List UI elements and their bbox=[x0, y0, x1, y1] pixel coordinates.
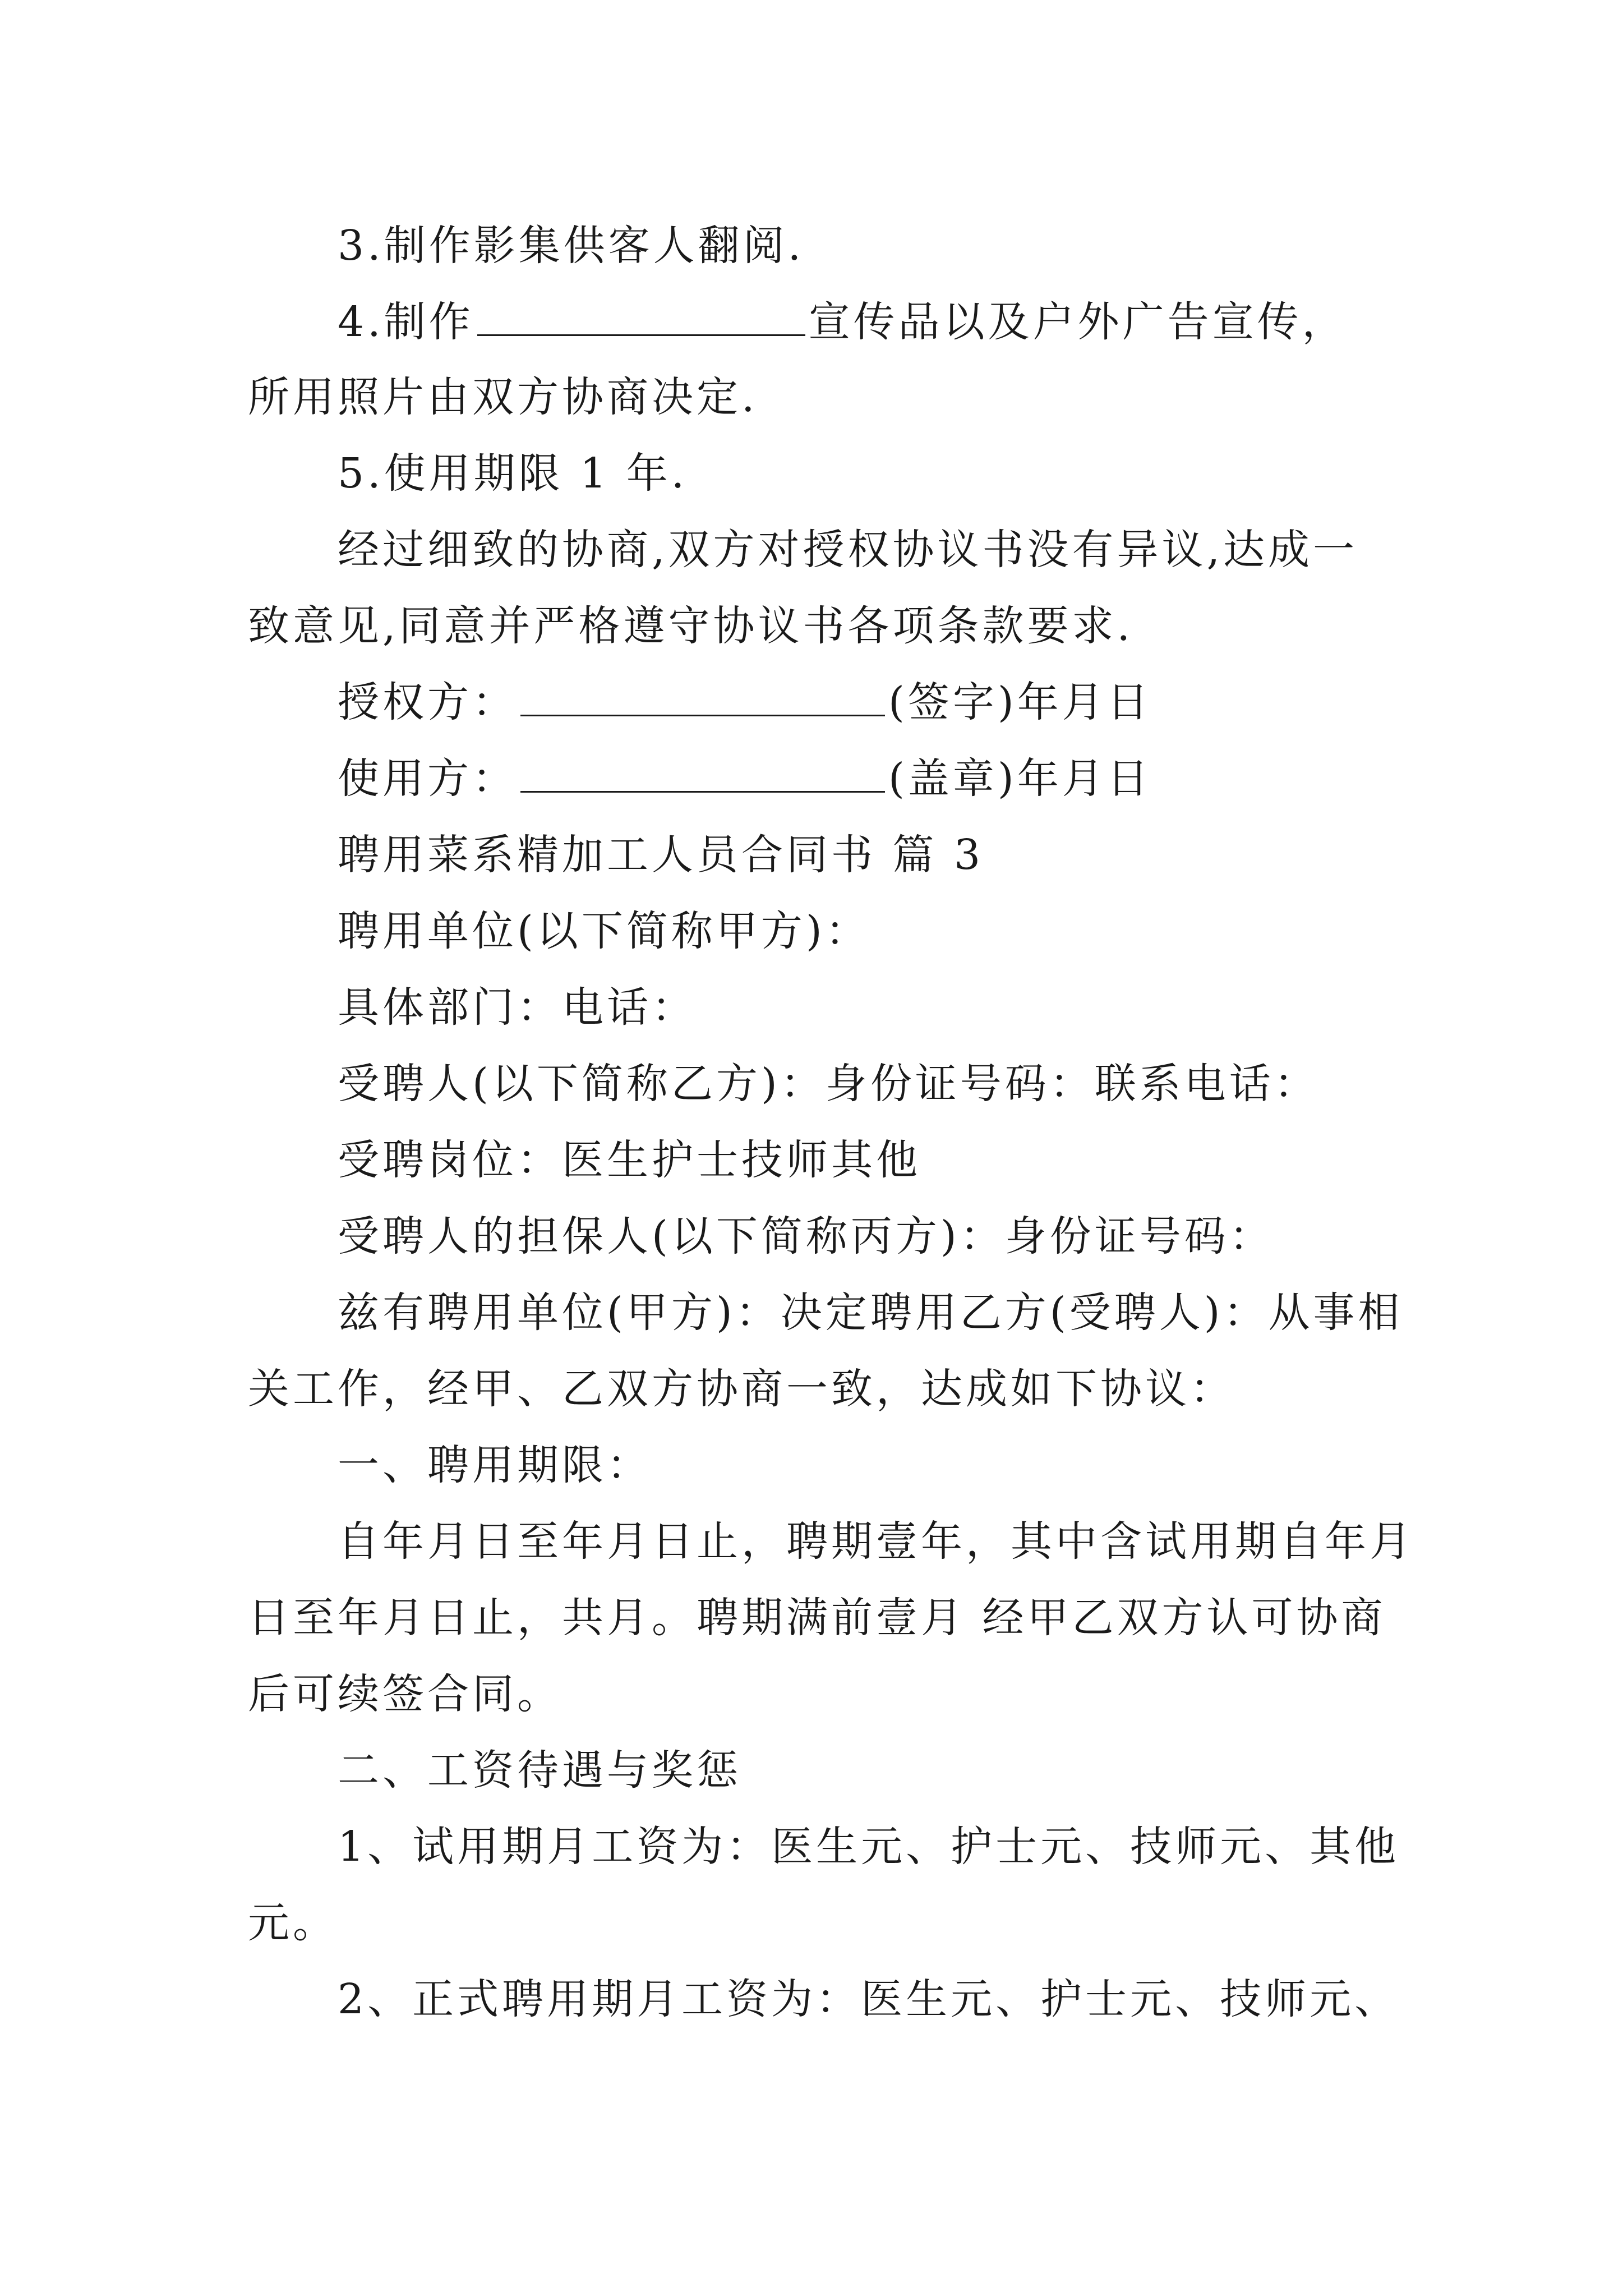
signature-line-user bbox=[338, 752, 1152, 806]
paragraph-line bbox=[248, 370, 758, 424]
line-text: 3.制作影集供客人翻阅. bbox=[338, 222, 805, 270]
paragraph-line bbox=[248, 599, 1133, 653]
line-text: 关工作，经甲、乙双方协商一致，达成如下协议： bbox=[248, 1365, 1235, 1413]
line-text: 一、聘用期限： bbox=[338, 1441, 652, 1489]
line-text: 致意见,同意并严格遵守协议书各项条款要求. bbox=[248, 602, 1134, 650]
paragraph-line bbox=[338, 981, 697, 1034]
section-title bbox=[338, 828, 984, 882]
line-text: 日至年月日止，共月。聘期满前壹月 经甲乙双方认可协商 bbox=[248, 1594, 1386, 1642]
line-text: 经过细致的协商,双方对授权协议书没有异议,达成一 bbox=[338, 526, 1358, 574]
paragraph-line bbox=[338, 904, 870, 958]
line-text: 4.制作 bbox=[338, 298, 474, 346]
line-text: 使用方： bbox=[338, 754, 517, 803]
line-text: 受聘岗位：医生护士技师其他 bbox=[338, 1136, 921, 1184]
signature-blank bbox=[520, 755, 885, 793]
line-text: 聘用菜系精加工人员合同书 篇 3 bbox=[338, 831, 984, 879]
list-item-4 bbox=[338, 295, 1347, 349]
paragraph-line bbox=[338, 523, 1358, 577]
line-text: 所用照片由双方协商决定. bbox=[248, 373, 758, 421]
paragraph-line bbox=[338, 1820, 1399, 1874]
paragraph-line bbox=[338, 1133, 921, 1187]
paragraph-line bbox=[338, 1057, 1319, 1111]
line-text: 受聘人的担保人(以下简称丙方)：身份证号码： bbox=[338, 1212, 1274, 1260]
list-item-5 bbox=[338, 447, 688, 500]
line-text: 具体部门：电话： bbox=[338, 983, 697, 1032]
list-item-3 bbox=[338, 219, 804, 273]
line-text: 受聘人(以下简称乙方)：身份证号码：联系电话： bbox=[338, 1060, 1319, 1108]
paragraph-line bbox=[248, 1591, 1386, 1645]
paragraph-line bbox=[338, 1209, 1274, 1263]
line-text: 二、工资待遇与奖惩 bbox=[338, 1746, 741, 1795]
paragraph-line bbox=[248, 1362, 1235, 1416]
signature-line-grantor bbox=[338, 675, 1152, 729]
line-text: 5.使用期限 1 年. bbox=[338, 449, 688, 498]
line-text: 自年月日至年月日止，聘期壹年，其中含试用期自年月 bbox=[338, 1517, 1414, 1566]
line-text: 1、试用期月工资为：医生元、护士元、技师元、其他 bbox=[338, 1823, 1400, 1871]
signature-blank bbox=[520, 679, 885, 716]
line-text: 聘用单位(以下简称甲方)： bbox=[338, 907, 870, 955]
section-heading bbox=[338, 1743, 741, 1797]
paragraph-line bbox=[338, 1972, 1399, 2026]
line-text: 后可续签合同。 bbox=[248, 1670, 562, 1718]
paragraph-line bbox=[338, 1515, 1414, 1568]
paragraph-line bbox=[248, 1896, 338, 1950]
line-text: (签字)年月日 bbox=[888, 678, 1152, 726]
line-text: 元。 bbox=[248, 1899, 338, 1947]
line-text: 2、正式聘用期月工资为：医生元、护士元、技师元、 bbox=[338, 1975, 1400, 2023]
line-text: (盖章)年月日 bbox=[888, 754, 1152, 803]
line-text: 兹有聘用单位(甲方)：决定聘用乙方(受聘人)：从事相 bbox=[338, 1289, 1403, 1337]
fill-in-blank bbox=[477, 298, 805, 336]
section-heading bbox=[338, 1438, 652, 1492]
paragraph-line bbox=[248, 1667, 562, 1721]
line-text: 宣传品以及户外广告宣传， bbox=[808, 298, 1347, 346]
paragraph-line bbox=[338, 1286, 1403, 1340]
line-text: 授权方： bbox=[338, 678, 517, 726]
